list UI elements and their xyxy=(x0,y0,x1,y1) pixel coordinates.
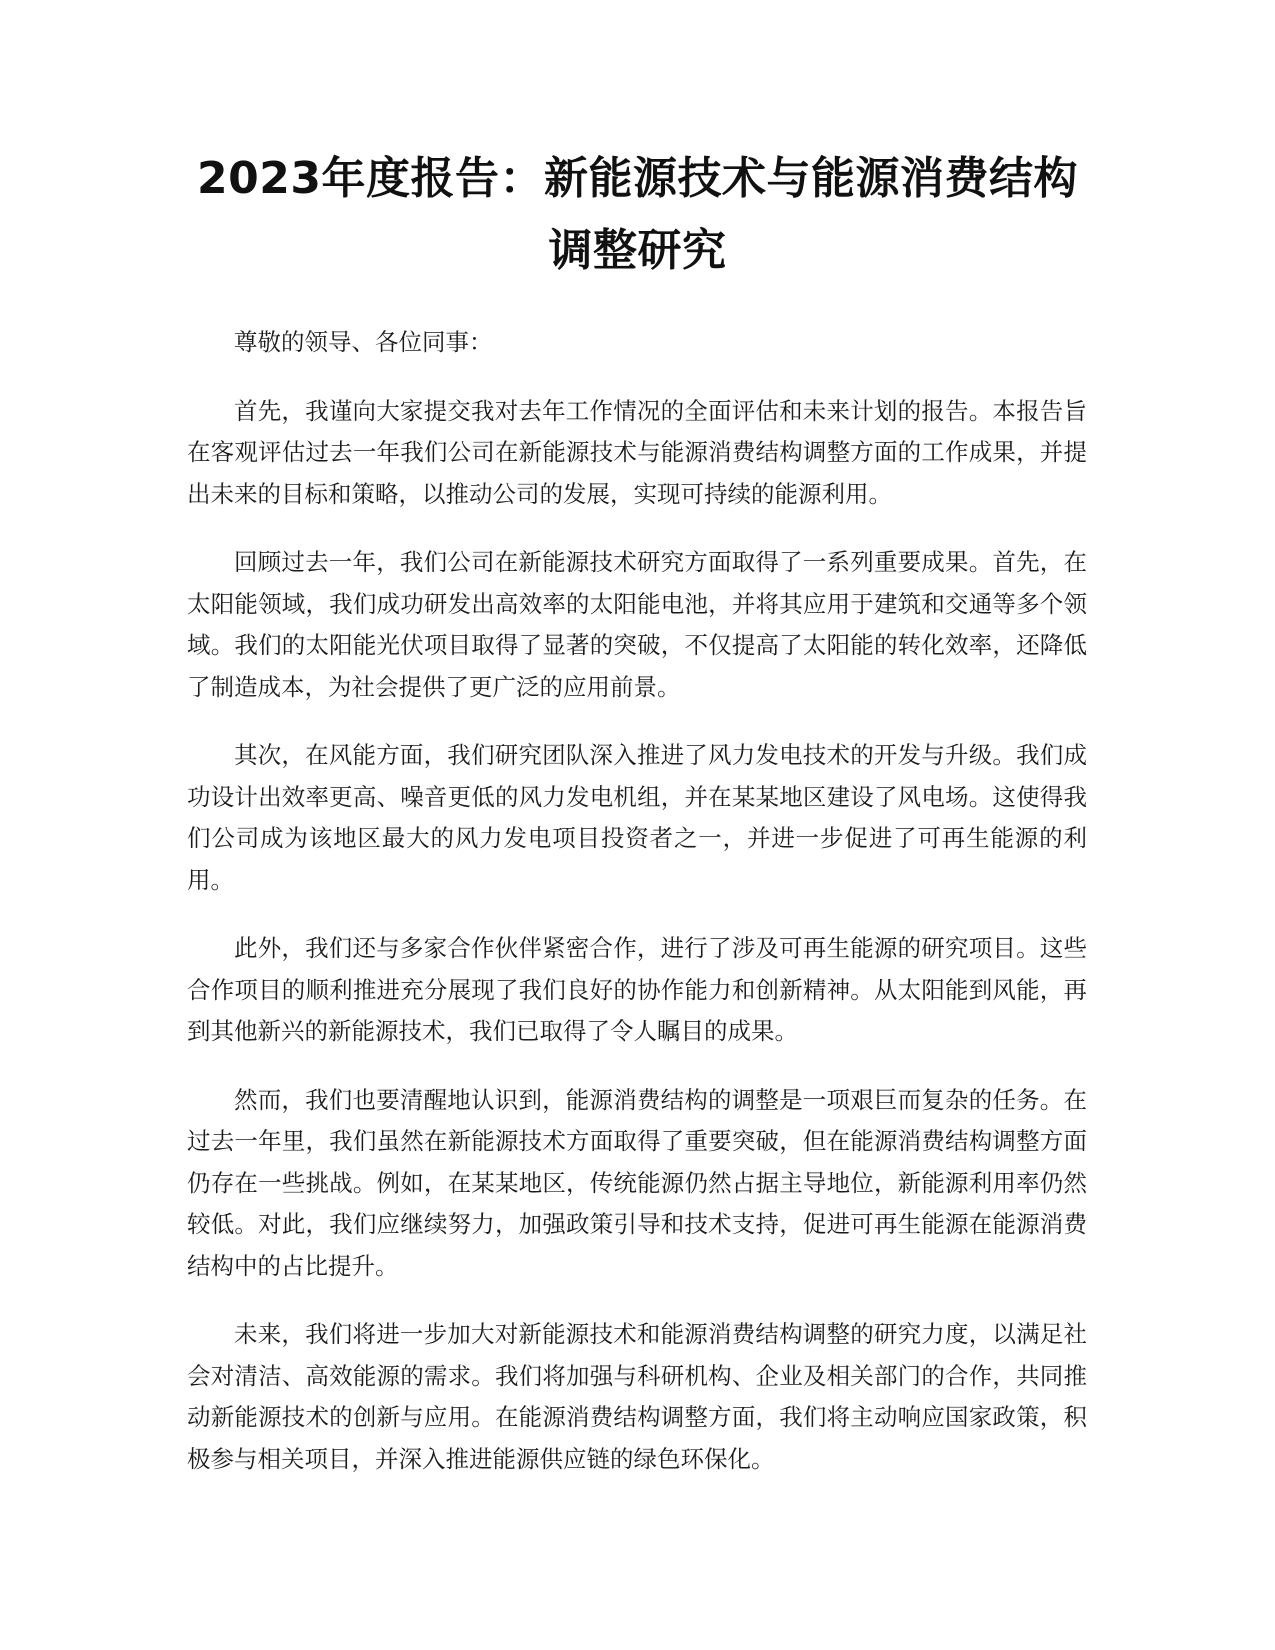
paragraph-solar-review: 回顾过去一年，我们公司在新能源技术研究方面取得了一系列重要成果。首先，在太阳能领域，我们成功研发出高效率的太阳能电池，并将其应用于建筑和交通等多个领域。我们的太阳能光伏项目取得了显著的突破，不仅提高了太阳能的转化效率，还降低了制造成本，为社会提供了更广泛的应用前景。 xyxy=(187,548,1087,701)
paragraph-wind-energy: 其次，在风能方面，我们研究团队深入推进了风力发电技术的开发与升级。我们成功设计出效率更高、噪音更低的风力发电机组，并在某某地区建设了风电场。这使得我们公司成为该地区最大的风力发电项目投资者之一，并进一步促进了可再生能源的利用。 xyxy=(187,741,1087,894)
document-title: 2023年度报告：新能源技术与能源消费结构调整研究 xyxy=(197,153,1078,276)
paragraph-future-plans: 未来，我们将进一步加大对新能源技术和能源消费结构调整的研究力度，以满足社会对清洁、高效能源的需求。我们将加强与科研机构、企业及相关部门的合作，共同推动新能源技术的创新与应用。在能源消费结构调整方面，我们将主动响应国家政策，积极参与相关项目，并深入推进能源供应链的绿色环保化。 xyxy=(187,1320,1087,1473)
paragraph-intro: 首先，我谨向大家提交我对去年工作情况的全面评估和未来计划的报告。本报告旨在客观评估过去一年我们公司在新能源技术与能源消费结构调整方面的工作成果，并提出未来的目标和策略，以推动公司的发展，实现可持续的能源利用。 xyxy=(187,396,1087,508)
salutation: 尊敬的领导、各位同事： xyxy=(234,328,493,356)
paragraph-challenges: 然而，我们也要清醒地认识到，能源消费结构的调整是一项艰巨而复杂的任务。在过去一年里，我们虽然在新能源技术方面取得了重要突破，但在能源消费结构调整方面仍存在一些挑战。例如，在某某地区，传统能源仍然占据主导地位，新能源利用率仍然较低。对此，我们应继续努力，加强政策引导和技术支持，促进可再生能源在能源消费结构中的占比提升。 xyxy=(187,1085,1087,1280)
paragraph-partnerships: 此外，我们还与多家合作伙伴紧密合作，进行了涉及可再生能源的研究项目。这些合作项目的顺利推进充分展现了我们良好的协作能力和创新精神。从太阳能到风能，再到其他新兴的新能源技术，我们已取得了令人瞩目的成果。 xyxy=(187,934,1087,1045)
document-body xyxy=(187,322,1087,1507)
